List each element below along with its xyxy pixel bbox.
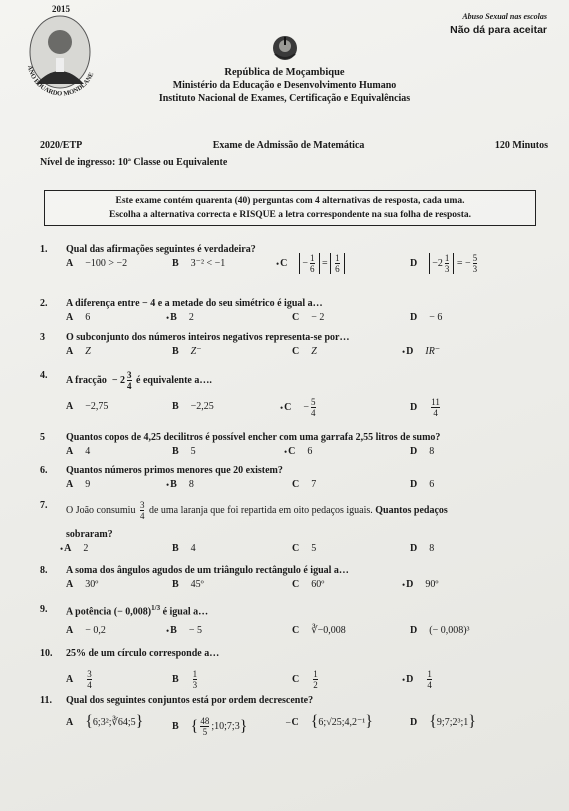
pencil-mark-icon: •	[402, 579, 406, 590]
pencil-mark-icon: •	[166, 625, 170, 636]
pencil-mark-icon: •	[284, 446, 288, 457]
seal-ring-text: ANO EDUARDO MONDLANE	[25, 64, 96, 98]
option-a[interactable]: A 6	[66, 312, 91, 323]
exam-title: Exame de Admissão de Matemática	[212, 140, 365, 151]
campaign-notes	[450, 12, 547, 36]
option-c[interactable]: C 5	[292, 543, 317, 554]
option-a[interactable]: A − 0,2	[66, 625, 106, 637]
option-d[interactable]: D −2 $\frac{1}{3}$ = − $\frac{5}{3}$	[410, 253, 478, 274]
option-c[interactable]: C ∛−0,008	[292, 625, 346, 637]
option-c[interactable]: C 60º	[292, 579, 325, 590]
question-9: 9. A potência (− 0,008)$^{1/3}$ é igual a… A − 0,2 • B − 5 C ∛−0,008 D (− 0,008)³	[40, 604, 470, 637]
institution-header	[0, 66, 569, 105]
option-b[interactable]: B $\frac{1}{3}$	[172, 669, 198, 690]
question-3: 3 O subconjunto dos números inteiros negativos representa-se por… A Z B Z⁻ C Z • D IR⁻	[40, 332, 441, 357]
option-b[interactable]: B 3⁻² < −1	[172, 258, 226, 269]
pencil-mark-icon: •	[280, 402, 284, 413]
question-1	[40, 244, 555, 274]
option-c[interactable]: C Z	[292, 346, 317, 357]
exam-meta	[40, 140, 548, 168]
option-c[interactable]: C 7	[292, 479, 317, 490]
pencil-mark-icon: •	[276, 258, 280, 269]
question-8: 8. A soma dos ângulos agudos de um triângulo rectângulo é igual a… A 30º B 45º C 60º • D 90º	[40, 565, 439, 590]
question-2: 2. A diferença entre − 4 e a metade do seu simétrico é igual a… A 6 • B 2 C − 2 D − 6	[40, 298, 443, 323]
exam-code: 2020/ETP	[40, 140, 83, 151]
question-10: 10. 25% de um círculo corresponde a… A $\frac{3}{4}$ B $\frac{1}{3}$ C $\frac{1}{2}$ • D $\frac{1}{4}$	[40, 648, 432, 690]
pencil-mark-icon: •	[60, 543, 64, 554]
exam-duration: 120 Minutos	[494, 140, 548, 151]
option-d[interactable]: D { 9;7;2³;1 }	[410, 713, 476, 730]
option-b[interactable]: • B 2	[166, 312, 194, 323]
question-text: Qual das afirmações seguintes é verdadeira?	[66, 244, 256, 255]
option-c[interactable]: C − 2	[292, 312, 325, 323]
institute-title: Instituto Nacional de Exames, Certificação e Equivalências	[158, 93, 411, 104]
instructions-box	[44, 190, 536, 226]
option-b[interactable]: B Z⁻	[172, 346, 202, 357]
option-d[interactable]: • D $\frac{1}{4}$	[402, 669, 432, 690]
pencil-mark-icon: •	[166, 312, 170, 323]
option-d[interactable]: • D IR⁻	[402, 346, 441, 357]
option-a[interactable]: A 9	[66, 479, 91, 490]
entry-level: Nível de ingresso: 10ª Classe ou Equivalente	[40, 157, 228, 168]
option-b[interactable]: B 5	[172, 446, 196, 457]
option-c[interactable]: • C − $\frac{1}{6}$ = $\frac{1}{6}$	[276, 253, 345, 274]
pencil-mark-icon: •	[402, 674, 406, 685]
option-d[interactable]: D 6	[410, 479, 435, 490]
option-b[interactable]: • B − 5	[166, 625, 202, 637]
instructions-line-2: Escolha a alternativa correcta e RISQUE a letra correspondente na sua folha de resposta.	[108, 210, 472, 220]
option-d[interactable]: D 8	[410, 543, 435, 554]
option-b[interactable]: B 4	[172, 543, 196, 554]
option-d[interactable]: D 8	[410, 446, 435, 457]
question-number: 1.	[40, 244, 48, 255]
option-a[interactable]: A −100 > −2	[66, 258, 128, 269]
abuse-note: Abuso Sexual nas escolas	[462, 12, 547, 21]
option-c[interactable]: – C { 6;√25;4,2⁻¹ }	[286, 713, 373, 730]
pencil-mark-icon: •	[166, 479, 170, 490]
option-c[interactable]: • C 6	[284, 446, 313, 457]
option-b[interactable]: • B 8	[166, 479, 194, 490]
option-b[interactable]: B { $\frac{48}{5}$ ;10;7;3 }	[172, 716, 248, 737]
option-b[interactable]: B 45º	[172, 579, 204, 590]
option-d[interactable]: D − 6	[410, 312, 443, 323]
option-a[interactable]: A 4	[66, 446, 91, 457]
option-d[interactable]: D $\frac{11}{4}$	[410, 397, 440, 418]
republic-title: República de Moçambique	[224, 67, 345, 78]
option-a[interactable]: A −2,75	[66, 401, 109, 412]
option-c[interactable]: • C − $\frac{5}{4}$	[280, 397, 316, 418]
option-b[interactable]: B −2,25	[172, 401, 214, 412]
pencil-mark-icon: –	[286, 717, 291, 727]
option-c[interactable]: C $\frac{1}{2}$	[292, 669, 318, 690]
pencil-mark-icon: •	[402, 346, 406, 357]
option-a[interactable]: A 30º	[66, 579, 99, 590]
question-4: 4. A fracção − 2 $\frac{3}{4}$ é equivalente a…. A −2,75 B −2,25 • C − $\frac{5}{4}$ D $\frac{11}{4}$	[40, 370, 440, 418]
question-5: 5 Quantos copos de 4,25 decilitros é possível encher com uma garrafa 2,55 litros de sumo? A 4 B 5 • C 6 D 8	[40, 432, 441, 457]
question-7: 7. O João consumiu $\frac{3}{4}$ de uma laranja que foi repartida em oito pedaços iguais. Quantos pedaços sobraram? • A 2 B 4 C 5 D 8	[40, 500, 448, 554]
campaign-slogan: Não dá para aceitar	[450, 24, 547, 36]
seal-year: 2015	[52, 4, 70, 14]
option-a[interactable]: A Z	[66, 346, 91, 357]
option-d[interactable]: D (− 0,008)³	[410, 625, 470, 637]
ministry-title: Ministério da Educação e Desenvolvimento Humano	[172, 80, 397, 91]
option-a[interactable]: A { 6;3²;∛64;5 }	[66, 713, 144, 730]
option-a[interactable]: • A 2	[60, 543, 89, 554]
instructions-line-1: Este exame contém quarenta (40) perguntas com 4 alternativas de resposta, cada uma.	[115, 196, 465, 206]
mozambique-emblem-icon	[271, 34, 299, 62]
question-6: 6. Quantos números primos menores que 20 existem? A 9 • B 8 C 7 D 6	[40, 465, 435, 490]
option-d[interactable]: • D 90º	[402, 579, 439, 590]
question-11: 11. Qual dos seguintes conjuntos está por ordem decrescente? A { 6;3²;∛64;5 } B { $\frac{48}{5}$ ;10;7;3 } – C { 6;√25;4,2⁻¹ } D { 9;7;2³;1 }	[40, 695, 476, 737]
option-a[interactable]: A $\frac{3}{4}$	[66, 669, 92, 690]
